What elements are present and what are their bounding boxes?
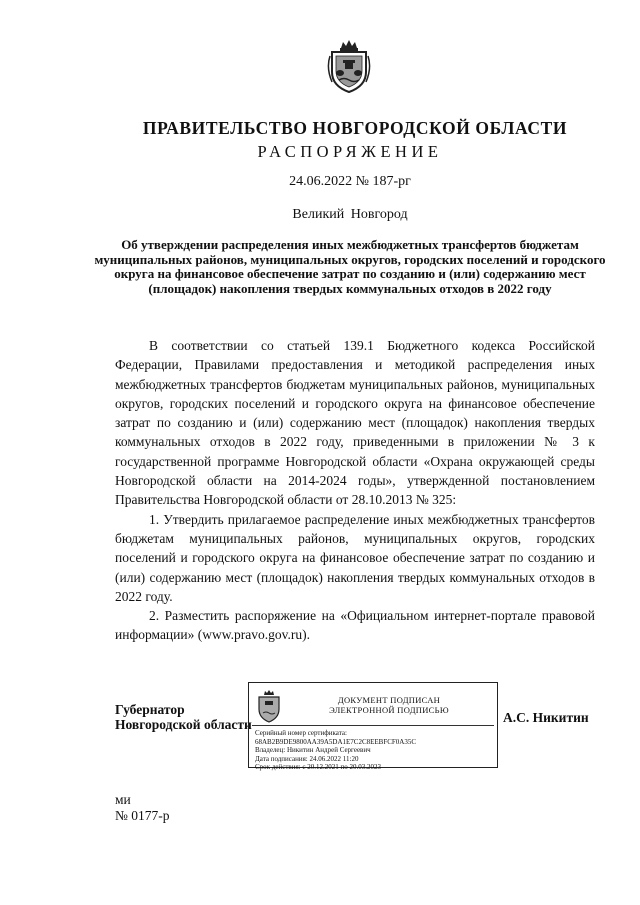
city: Великий Новгород — [292, 207, 408, 222]
executor-info — [115, 792, 170, 823]
document-title: Об утверждении распределения иных межбюджетных трансфертов бюджетам муниципальных районов, муниципальных округов, городских поселений и городского округа на финансовое обеспечение затрат по созданию и (или) содержанию мест (площадок) накопления твердых коммунальных отходов в 2022 году — [94, 237, 606, 296]
coat-of-arms-icon — [326, 38, 372, 94]
stamp-title-line-2: ЭЛЕКТРОННОЙ ПОДПИСЬЮ — [329, 705, 449, 715]
item-2-paragraph: 2. Разместить распоряжение на «Официальном интернет-портале правовой информации» (www.pravo.gov.ru). — [115, 608, 595, 643]
position-line-2: Новгородской области — [115, 717, 252, 732]
executor-initials: ми — [115, 792, 131, 807]
document-type: РАСПОРЯЖЕНИЕ — [257, 142, 443, 161]
stamp-coat-of-arms-icon — [255, 689, 283, 723]
preamble-paragraph: В соответствии со статьей 139.1 Бюджетного кодекса Российской Федерации, Правилами предоставления и методикой распределения иных межбюджетных трансфертов бюджетам муниципальных районов, муниципальных округов, городских поселений и городского округа на финансовое обеспечение затрат по созданию и (или) содержанию мест (площадок) накопления твердых коммунальных отходов в 2022 году, приведенными в приложении № 3 к государственной программе Новгородской области «Охрана окружающей среды Новгородской области на 2014-2024 годы», утвержденной постановлением Правительства Новгородской области от 28.10.2013 № 325: — [115, 338, 595, 508]
date-and-number: 24.06.2022 № 187-рг — [289, 174, 411, 189]
stamp-validity: Срок действия: с 20.12.2021 по 20.03.2023 — [255, 763, 381, 772]
stamp-owner: Владелец: Никитин Андрей Сергеевич — [255, 746, 371, 755]
document-registration-number: № 0177-р — [115, 807, 170, 823]
stamp-signed-date: Дата подписания: 24.06.2022 11:20 — [255, 754, 359, 763]
signatory-position — [115, 702, 252, 732]
document-body — [115, 336, 595, 645]
stamp-title-line-1: ДОКУМЕНТ ПОДПИСАН — [337, 695, 441, 705]
stamp-serial: 68AB2B9DE9800AA39A5DA1E7C2C8EEBFCF0A35C — [255, 737, 417, 746]
stamp-serial-label: Серийный номер сертификата: — [255, 729, 347, 737]
stamp-divider — [252, 725, 494, 726]
electronic-signature-stamp — [248, 682, 498, 772]
position-line-1: Губернатор — [115, 702, 185, 717]
government-name: ПРАВИТЕЛЬСТВО НОВГОРОДСКОЙ ОБЛАСТИ — [142, 118, 568, 138]
stamp-header — [289, 695, 489, 715]
stamp-details — [255, 729, 416, 772]
signatory-name: А.С. Никитин — [503, 710, 589, 725]
item-1-paragraph: 1. Утвердить прилагаемое распределение иных межбюджетных трансфертов бюджетам муниципальных районов, муниципальных округов, городских поселений и городского округа на финансовое обеспечение затрат по созданию и (или) содержанию мест (площадок) накопления твердых коммунальных отходов в 2022 году. — [115, 511, 595, 604]
